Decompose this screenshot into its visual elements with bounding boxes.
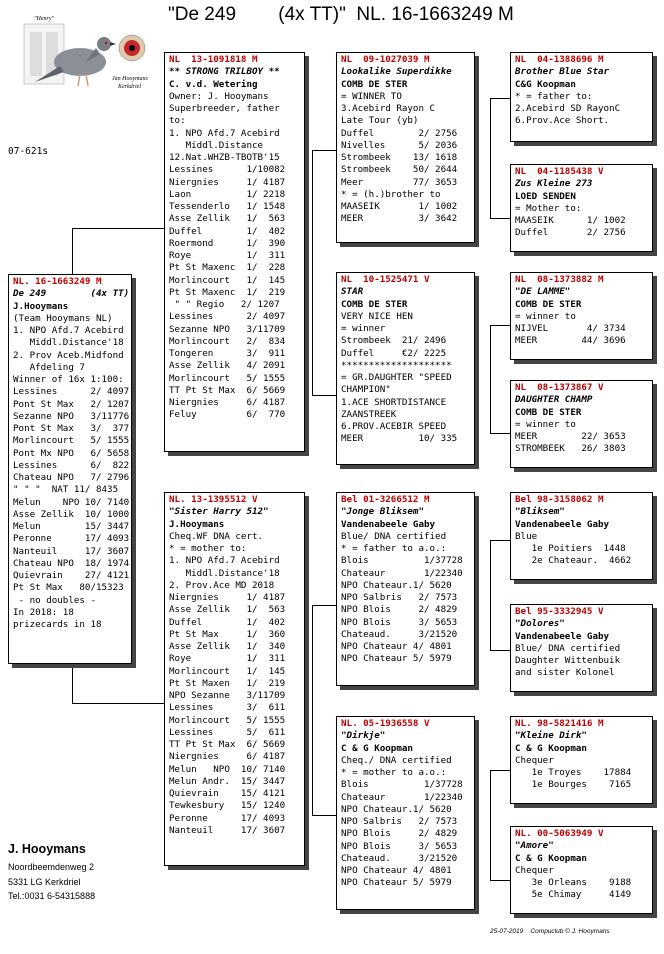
info-line: " " " NAT 11/ 8435 [13, 484, 119, 496]
info-line: Daughter Wittenbuik [515, 655, 621, 666]
pedigree-box-dam-sire [336, 492, 475, 686]
connector-line [490, 770, 491, 880]
info-line: Roye 1/ 311 [169, 653, 286, 665]
info-line: Asse Zellik 4/ 2091 [169, 360, 286, 372]
pigeon-logo-icon [20, 14, 150, 104]
info-line: STROMBEEK 26/ 3803 [515, 443, 626, 455]
connector-line [72, 663, 73, 703]
info-line: Duffel 1/ 402 [169, 225, 286, 237]
info-line: Blois 1/37728 [341, 779, 463, 791]
info-line: Superbreeder, father [169, 103, 280, 114]
info-line: Tongeren 3/ 911 [169, 348, 286, 359]
info-line: Lessines 1/10082 [169, 164, 286, 176]
info-line: 2. Prov Aceb.Midfond [13, 349, 124, 361]
info-line: Lessines 3/ 611 [169, 702, 286, 714]
info-line: Pt St Max 80/15323 [13, 582, 124, 594]
breeder-name: LOED SENDEN [515, 190, 576, 202]
ring-number: NL. 98-5821416 M [515, 718, 604, 729]
breeder-name: C & G Koopman [515, 742, 587, 754]
info-line: 3.Acebird Rayon C [341, 103, 436, 114]
info-line: MEER 22/ 3653 [515, 431, 626, 442]
ring-number: Bel 01-3266512 M [341, 494, 430, 505]
connector-line [490, 540, 491, 650]
ring-number: NL. 05-1936558 V [341, 718, 430, 729]
info-line: Sezanne NPO 3/11709 [169, 323, 286, 335]
ring-number: Bel 98-3158062 M [515, 494, 604, 505]
info-line: Morlincourt 5/ 1555 [169, 372, 286, 384]
pigeon-name: "Dirkje" [341, 730, 386, 742]
info-line: 6.Prov.Ace Short. [515, 115, 610, 127]
info-line: NPO Chateaur.1/ 5620 [341, 803, 452, 815]
info-line: Nanteuil 17/ 3607 [169, 824, 286, 836]
pigeon-name: "Bliksem" [515, 506, 565, 518]
info-line: Middl.Distance'18 [13, 337, 124, 349]
logo-tag: "Henry" [34, 16, 55, 22]
info-line: NPO Blois 3/ 5653 [341, 840, 458, 852]
info-line: Meer 77/ 3653 [341, 176, 458, 188]
pigeon-name: "Dolores" [515, 618, 565, 630]
info-line: Asse Zellik 1/ 563 [169, 604, 286, 616]
owner-phone: Tel.:0031 6-54315888 [8, 891, 96, 901]
info-line: Morlincourt 5/ 1555 [169, 714, 286, 726]
info-line: Asse Zellik 1/ 563 [169, 213, 286, 225]
breeder-name: C & G Koopman [515, 852, 587, 864]
pedigree-box-dam [164, 492, 305, 866]
info-line: MAASEIK 1/ 1002 [341, 201, 458, 212]
ring-number: Bel 95-3332945 V [515, 606, 604, 617]
info-line: Cheq.WF DNA cert. [169, 530, 264, 542]
logo-name: Jan Hooymans [112, 76, 148, 82]
info-line: Nivelles 5/ 2036 [341, 139, 458, 151]
pigeon-name: Lookalike Superdikke [341, 66, 452, 78]
info-line: TT Pt St Max 6/ 5669 [169, 739, 286, 750]
info-line: Lessines 6/ 822 [13, 459, 130, 471]
info-line: Melun 15/ 3447 [13, 521, 130, 532]
ring-number: NL 08-1373882 M [515, 274, 604, 285]
connector-line [72, 228, 164, 229]
connector-line [490, 880, 510, 881]
info-line: 1e Poitiers 1448 [515, 543, 626, 554]
info-line: TT Pt St Max 6/ 5669 [169, 384, 286, 396]
owner-name: J. Hooymans [8, 842, 86, 856]
info-line: Duffel 1/ 402 [169, 616, 286, 628]
pigeon-name: ** STRONG TRILBOY ** [169, 66, 280, 78]
ring-number: NL. 00-5063949 V [515, 828, 604, 839]
info-line: 5e Chimay 4149 [515, 889, 632, 901]
info-line: Middl.Distance [169, 139, 264, 151]
pedigree-box-dam-dam [336, 716, 475, 910]
info-line: Laon 1/ 2218 [169, 188, 286, 200]
connector-line [72, 228, 73, 274]
info-line: Asse Zellik 1/ 340 [169, 641, 286, 652]
info-line: = winner [341, 323, 386, 334]
info-line: Duffel €2/ 2225 [341, 347, 447, 359]
ring-number: NL 09-1027039 M [341, 54, 430, 65]
info-line: MEER 3/ 3642 [341, 213, 458, 225]
pigeon-name: STAR [341, 286, 364, 298]
connector-line [490, 98, 510, 99]
info-line: = WINNER TO [341, 90, 402, 102]
info-line: 1. NPO Afd.7 Acebird [169, 555, 280, 567]
pigeon-name: De 249 (4x TT) [13, 288, 130, 300]
info-line: 1. NPO Afd.7 Acebird [169, 127, 280, 139]
info-line: (Team Hooymans NL) [13, 312, 113, 324]
info-line: Chateaur 1/22340 [341, 791, 463, 803]
ring-number: NL 04-1388696 M [515, 54, 604, 65]
info-line: * = father to: [515, 90, 593, 102]
footer-credit: 25-07-2019 Compuclub © J. Hooymans [490, 928, 610, 935]
info-line: 1e Bourges 7165 [515, 779, 632, 791]
info-line: Chateaud. 3/21520 [341, 628, 458, 640]
pedigree-box-sire-dam [336, 272, 475, 465]
info-line: NPO Chateaur 4/ 4801 [341, 641, 452, 652]
info-line: NPO Chateaur 4/ 4801 [341, 865, 452, 876]
info-line: Blue/ DNA certified [515, 642, 621, 654]
info-line: Lessines 2/ 4097 [13, 386, 130, 398]
info-line: Strombeek 21/ 2496 [341, 335, 447, 347]
info-line: Pont St Max 3/ 377 [13, 423, 130, 434]
info-line: Roermond 1/ 390 [169, 237, 286, 249]
pedigree-box-ssd [510, 164, 653, 252]
pedigree-box-dds [510, 716, 653, 804]
breeder-name: COMB DE STER [515, 406, 582, 418]
pedigree-box-sds [510, 272, 653, 360]
info-line: * = mother to: [169, 543, 247, 554]
connector-line [490, 433, 510, 434]
info-line: Pt St Max 1/ 360 [169, 628, 286, 640]
info-line: Feluy 6/ 770 [169, 409, 286, 421]
info-line: Chateau NPO 18/ 1974 [13, 557, 130, 569]
info-line: Pont Mx NPO 6/ 5658 [13, 447, 130, 459]
info-line: VERY NICE HEN [341, 310, 413, 322]
pigeon-name: "Jonge Bliksem" [341, 506, 424, 518]
breeder-name: C&G Koopman [515, 78, 576, 90]
info-line: Asse Zellik 10/ 1000 [13, 508, 130, 520]
info-line: Tessenderlo 1/ 1548 [169, 201, 286, 212]
pedigree-box-sire-sire [336, 52, 475, 243]
info-line: Blue/ DNA certified [341, 530, 447, 542]
info-line: 2.Acebird SD RayonC [515, 103, 621, 114]
connector-line [312, 605, 313, 815]
info-line: Lessines 2/ 4097 [169, 311, 286, 323]
info-line: Duffel 2/ 2756 [515, 227, 626, 239]
info-line: Duffel 2/ 2756 [341, 127, 458, 139]
connector-line [312, 150, 336, 151]
connector-line [490, 98, 491, 218]
info-line: ******************** [341, 359, 452, 371]
info-line: NPO Salbris 2/ 7573 [341, 592, 458, 603]
info-line: Pt St Maxenc 1/ 228 [169, 262, 286, 274]
info-line: 1. NPO Afd.7 Acebird [13, 325, 124, 336]
info-line: Pt St Maxen 1/ 219 [169, 677, 286, 689]
info-line: Melun NPO 10/ 7140 [169, 763, 286, 775]
breeder-name: C & G Koopman [341, 742, 413, 754]
info-line: Pont St Max 2/ 1207 [13, 398, 130, 410]
pigeon-name: "Amore" [515, 840, 554, 852]
owner-address-line2: 5331 LG Kerkdriel [8, 877, 81, 887]
ring-number: NL 10-1525471 V [341, 274, 430, 285]
info-line: MEER 10/ 335 [341, 433, 458, 445]
info-line: Nanteuil 17/ 3607 [13, 545, 130, 557]
pigeon-name: "Sister Harry 512" [169, 506, 269, 518]
breeder-name: Vandenabeele Gaby [515, 630, 610, 642]
info-line: NPO Blois 2/ 4829 [341, 604, 458, 616]
info-line: Quievrain 27/ 4121 [13, 570, 130, 581]
info-line: MAASEIK 1/ 1002 [515, 215, 626, 226]
connector-line [72, 703, 164, 704]
page-title: "De 249 (4x TT)" NL. 16-1663249 M [168, 4, 514, 25]
pedigree-box-sss [510, 52, 653, 142]
info-line: Lessines 5/ 611 [169, 726, 286, 738]
breeder-name: COMB DE STER [515, 298, 582, 310]
breeder-name: COMB DE STER [341, 78, 408, 90]
info-line: Morlincourt 1/ 145 [169, 274, 286, 286]
breeder-name: Vandenabeele Gaby [341, 518, 436, 530]
info-line: = winner to [515, 310, 576, 322]
info-line: Chequer [515, 754, 554, 766]
info-line: NPO Chateaur 5/ 5979 [341, 653, 452, 665]
info-line: Strombeek 13/ 1618 [341, 152, 458, 163]
info-line: Niergnies 6/ 4187 [169, 751, 286, 763]
ring-number: NL. 16-1663249 M [13, 276, 102, 287]
connector-line [490, 770, 510, 771]
info-line: 1e Troyes 17884 [515, 767, 632, 778]
ring-number: NL 04-1185438 V [515, 166, 604, 177]
info-line: 6.PROV.ACEBIR SPEED [341, 421, 447, 432]
info-line: Peronne 17/ 4093 [169, 812, 286, 824]
info-line: NPO Blois 3/ 5653 [341, 616, 458, 628]
info-line: NPO Blois 2/ 4829 [341, 828, 458, 840]
info-line: * = mother to a.o.: [341, 767, 447, 778]
info-line: Peronne 17/ 4093 [13, 533, 130, 545]
info-line: Owner: J. Hooymans [169, 90, 269, 102]
pigeon-name: "Kleine Dirk" [515, 730, 587, 742]
info-line: Sezanne NPO 3/11776 [13, 410, 130, 422]
connector-line [312, 605, 336, 606]
ring-number: NL. 13-1395512 V [169, 494, 258, 505]
pedigree-box-ddd [510, 826, 653, 914]
pigeon-name: Zus Kleine 273 [515, 178, 593, 190]
info-line: NPO Chateaur 5/ 5979 [341, 877, 452, 889]
info-line: * = (h.)brother to [341, 188, 441, 200]
info-line: " " Regio 2/ 1207 [169, 299, 280, 310]
info-line: Niergnies 6/ 4187 [169, 397, 286, 408]
info-line: = winner to [515, 418, 576, 430]
pedigree-box-sdd [510, 380, 653, 468]
info-line: Winner of 16x 1:100: [13, 374, 124, 385]
connector-line [312, 150, 313, 395]
info-line: Quievrain 15/ 4121 [169, 788, 286, 799]
info-line: 2e Chateaur. 4662 [515, 555, 632, 567]
info-line: CHAMPION" [341, 384, 391, 396]
logo-place: Kerkdriel [118, 84, 141, 90]
info-line: = Mother to: [515, 202, 582, 214]
pigeon-name: Brother Blue Star [515, 66, 610, 78]
info-line: NPO Salbris 2/ 7573 [341, 816, 458, 827]
info-line: = GR.DAUGHTER "SPEED [341, 372, 452, 383]
info-line: In 2018: 18 [13, 606, 74, 618]
breeder-name: J.Hooymans [169, 518, 225, 530]
connector-line [312, 815, 336, 816]
info-line: - no doubles - [13, 594, 96, 606]
info-line: and sister Kolonel [515, 667, 615, 679]
info-line: Niergnies 1/ 4187 [169, 592, 286, 603]
connector-line [490, 325, 491, 433]
connector-line [490, 540, 510, 541]
breeder-name: J.Hooymans [13, 300, 69, 312]
breeder-name: COMB DE STER [341, 298, 408, 310]
info-line: Middl.Distance'18 [169, 567, 280, 579]
info-line: 3e Orleans 9188 [515, 877, 632, 888]
info-line: Roye 1/ 311 [169, 250, 286, 261]
ring-number: NL 13-1091818 M [169, 54, 258, 65]
info-line: Chateaud. 3/21520 [341, 852, 458, 864]
info-line: Pt St Maxenc 1/ 219 [169, 286, 286, 298]
info-line: Blue [515, 530, 538, 542]
connector-line [490, 218, 510, 219]
ring-number: NL 08-1373867 V [515, 382, 604, 393]
connector-line [312, 395, 336, 396]
pedigree-code: 07-621s [8, 146, 49, 157]
info-line: 12.Nat.WHZB-TBOTB'15 [169, 152, 280, 163]
logo [20, 14, 150, 104]
info-line: Morlincourt 2/ 834 [169, 335, 286, 347]
info-line: NPO Chateaur.1/ 5620 [341, 579, 452, 591]
info-line: Cheq./ DNA certified [341, 754, 452, 766]
info-line: Morlincourt 1/ 145 [169, 665, 286, 677]
info-line: Melun Andr. 15/ 3447 [169, 775, 286, 787]
info-line: to: [169, 115, 186, 127]
info-line: 2. Prov.Ace MD 2018 [169, 579, 275, 591]
info-line: Blois 1/37728 [341, 555, 463, 567]
breeder-name: Vandenabeele Gaby [515, 518, 610, 530]
pedigree-box-dsd [510, 604, 653, 692]
pedigree-box-subject [8, 274, 132, 664]
info-line: NIJVEL 4/ 3734 [515, 323, 626, 334]
connector-line [490, 325, 510, 326]
info-line: 1.ACE SHORTDISTANCE [341, 396, 447, 408]
breeder-name: C. v.d. Wetering [169, 78, 258, 90]
info-line: Chateau NPO 7/ 2796 [13, 472, 130, 483]
pigeon-name: "DE LAMME" [515, 286, 571, 298]
info-line: ZAANSTREEK [341, 408, 397, 420]
owner-address-line1: Noordbeemdenweg 2 [8, 862, 95, 872]
info-line: Late Tour (yb) [341, 115, 419, 127]
info-line: Chateaur 1/22340 [341, 567, 463, 579]
info-line: Chequer [515, 864, 554, 876]
info-line: Niergnies 1/ 4187 [169, 176, 286, 188]
info-line: Tewkesbury 15/ 1240 [169, 800, 286, 812]
info-line: Morlincourt 5/ 1555 [13, 435, 130, 447]
info-line: MEER 44/ 3696 [515, 335, 626, 347]
pedigree-box-sire [164, 52, 305, 452]
info-line: Melun NPO 10/ 7140 [13, 496, 130, 508]
pigeon-name: DAUGHTER CHAMP [515, 394, 593, 406]
info-line: prizecards in 18 [13, 619, 102, 630]
info-line: Strombeek 50/ 2644 [341, 164, 458, 176]
info-line: * = father to a.o.: [341, 543, 447, 554]
connector-line [490, 650, 510, 651]
pedigree-box-dss [510, 492, 653, 580]
info-line: NPO Sezanne 3/11709 [169, 690, 286, 701]
info-line: Afdeling 7 [13, 361, 85, 373]
